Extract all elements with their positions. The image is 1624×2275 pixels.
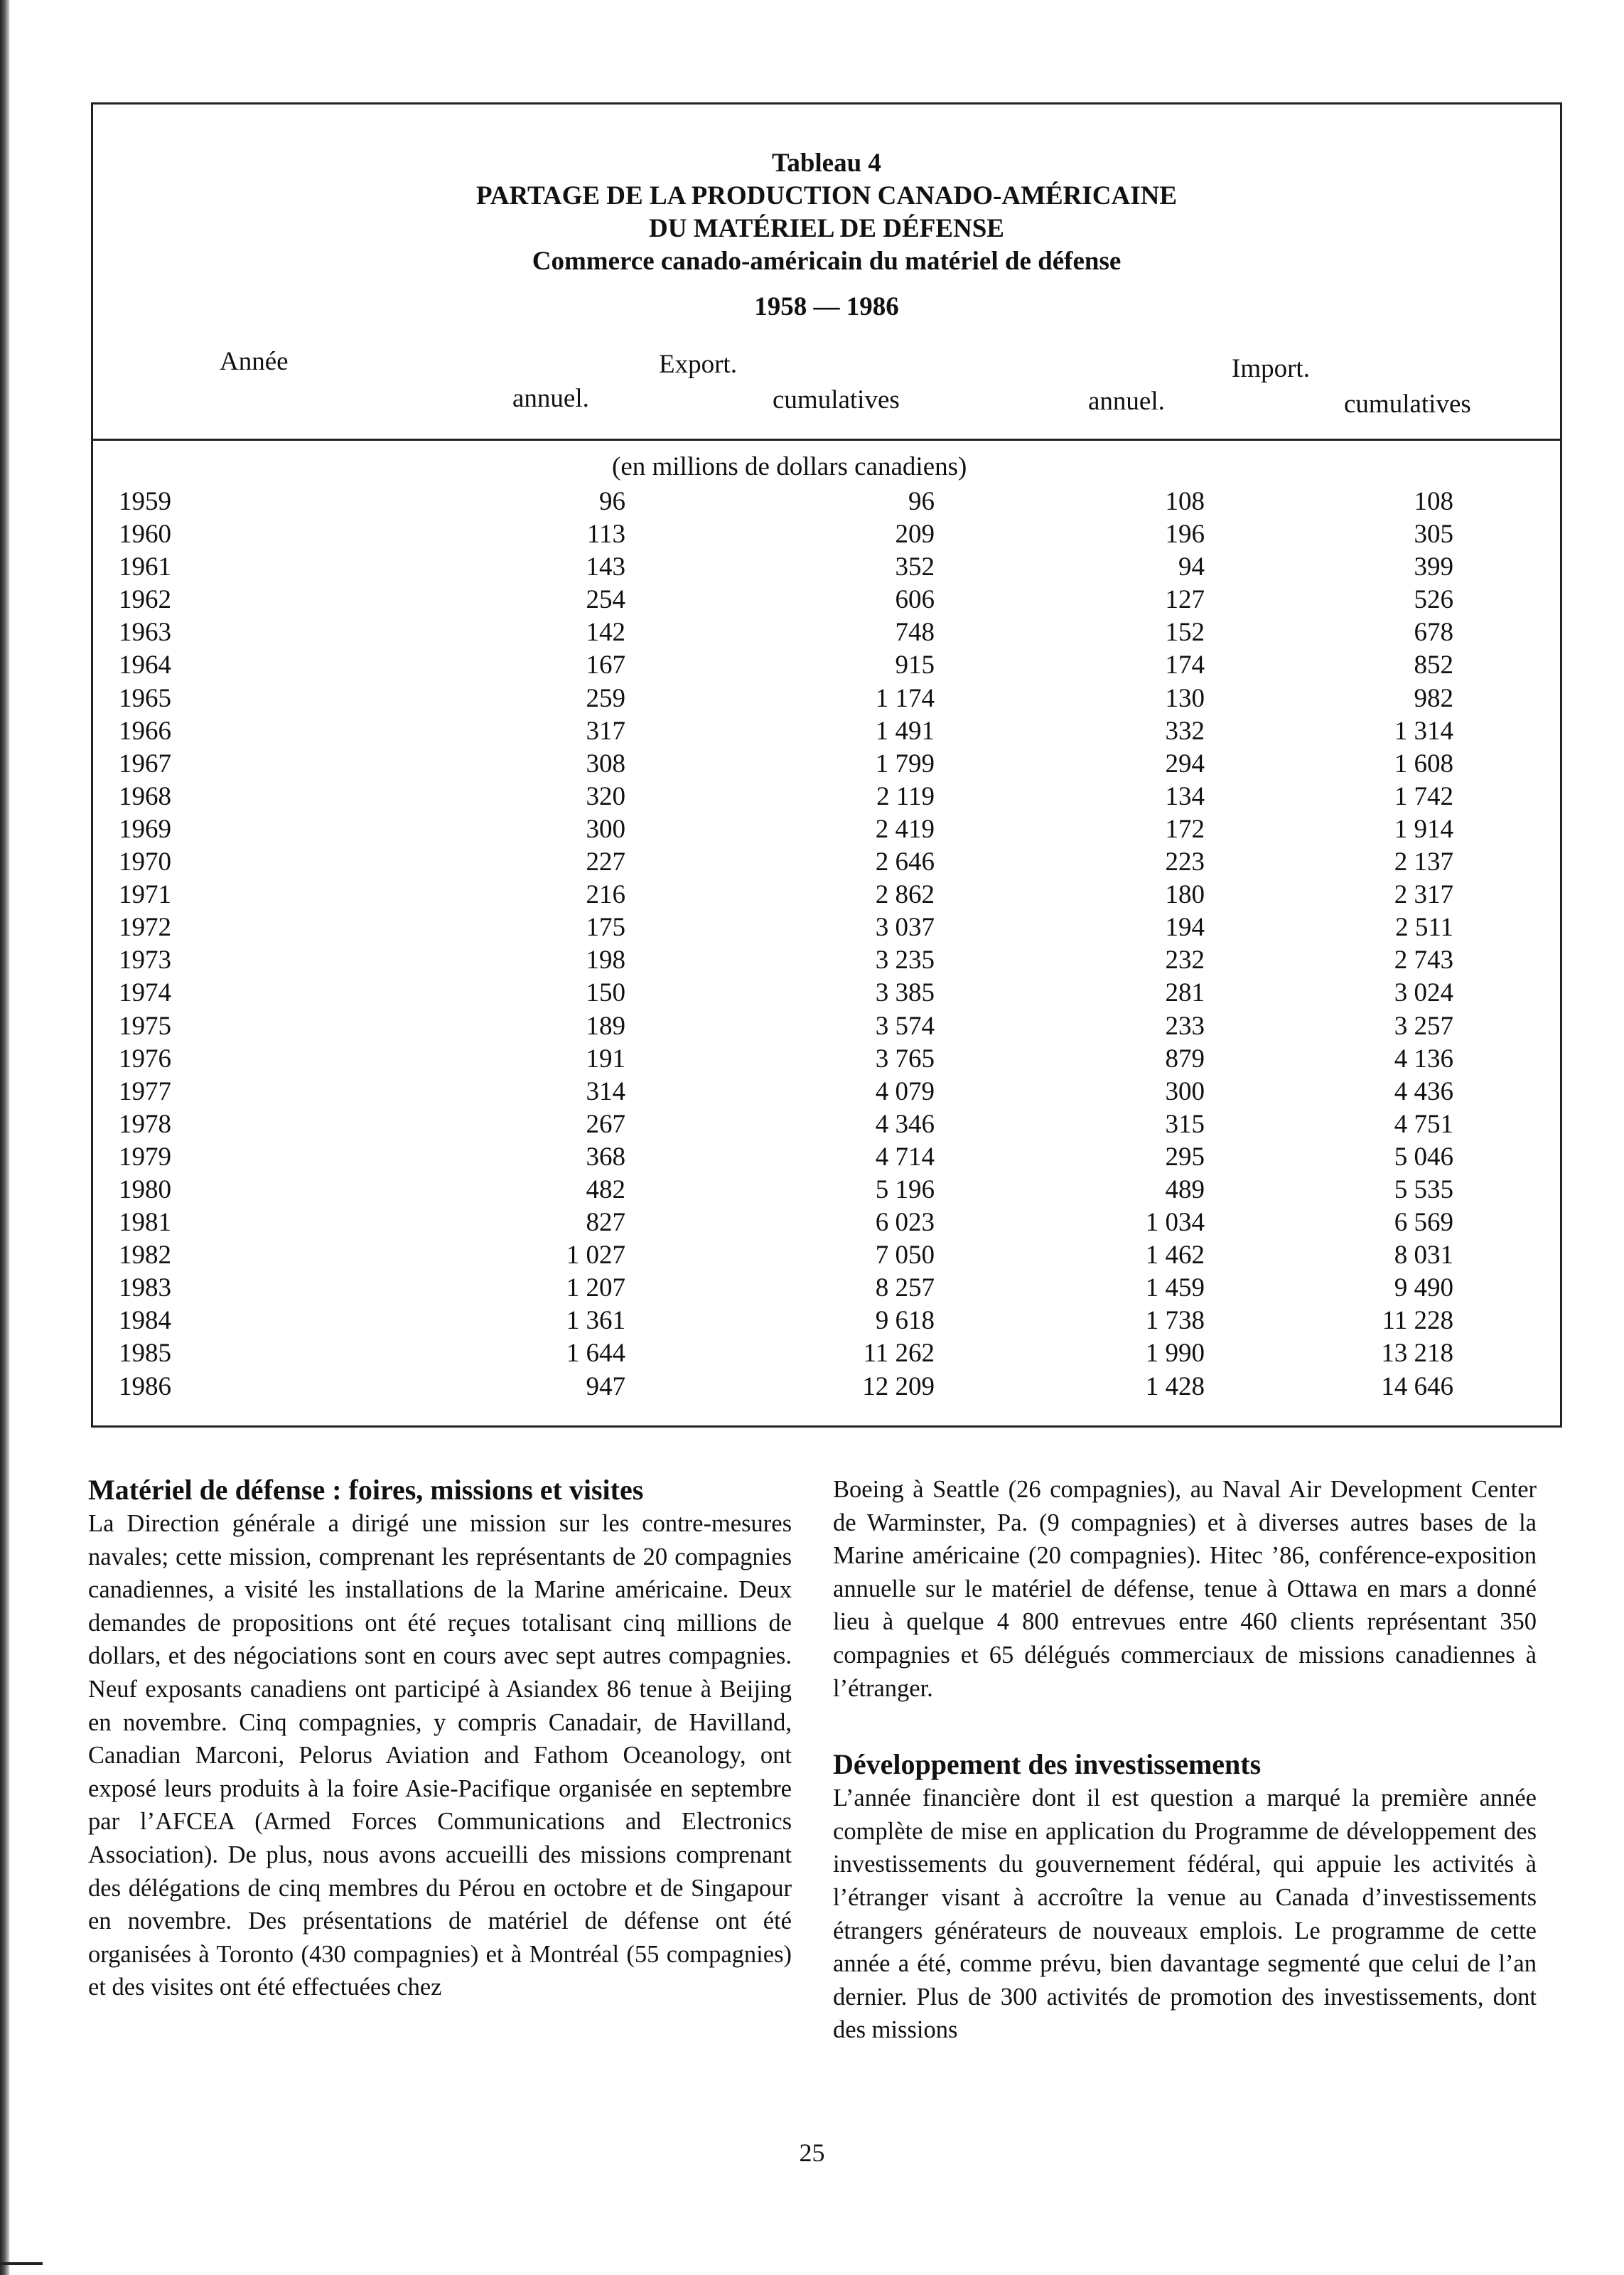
- table-row: [93, 1043, 1560, 1076]
- table-row: [93, 1337, 1560, 1370]
- cell-import-annual: 489: [1165, 1174, 1205, 1204]
- unit-note: (en millions de dollars canadiens): [612, 452, 967, 481]
- cell-export-annual: 482: [586, 1174, 625, 1204]
- table-row: [93, 977, 1560, 1010]
- cell-year: 1962: [119, 585, 171, 615]
- cell-export-annual: 317: [586, 716, 625, 746]
- cell-import-annual: 94: [1178, 552, 1205, 582]
- cell-export-annual: 189: [586, 1011, 625, 1041]
- cell-import-cumulative: 3 257: [1394, 1011, 1453, 1041]
- cell-year: 1961: [119, 552, 171, 582]
- cell-year: 1971: [119, 880, 171, 910]
- table-row: [93, 879, 1560, 911]
- cell-export-annual: 113: [586, 520, 625, 550]
- table-title-line-2: DU MATÉRIEL DE DÉFENSE: [649, 214, 1004, 243]
- cell-import-annual: 1 428: [1145, 1371, 1205, 1401]
- table-row: [93, 1305, 1560, 1337]
- cell-import-cumulative: 5 046: [1394, 1142, 1453, 1172]
- cell-export-annual: 827: [586, 1208, 625, 1238]
- defense-trade-table: [91, 102, 1562, 1428]
- cell-year: 1980: [119, 1174, 171, 1204]
- cell-import-annual: 281: [1165, 978, 1205, 1008]
- cell-import-cumulative: 2 137: [1394, 847, 1453, 877]
- cell-export-annual: 254: [586, 585, 625, 615]
- header-import-annual: annuel.: [1088, 387, 1165, 416]
- cell-export-cumulative: 5 196: [875, 1174, 935, 1204]
- section-body-investment: L’année financière dont il est question a marqué la première année complète de mise en application du Programme de développement des investissements du gouvernement fédéral, qui appuie les activités à l’étranger visant à accroître la venue au Canada d’investissements étrangers générateurs de nouveaux emplois. Le programme de cette année a été, comme prévu, bien davantage segmenté que celui de l’an dernier. Plus de 300 activités de promotion des investissements, dont des missions: [833, 1784, 1537, 2044]
- cell-export-cumulative: 3 235: [875, 946, 935, 975]
- cell-year: 1984: [119, 1306, 171, 1336]
- cell-year: 1966: [119, 716, 171, 746]
- cell-import-annual: 180: [1165, 880, 1205, 910]
- cell-export-annual: 167: [586, 651, 625, 680]
- cell-export-cumulative: 4 346: [875, 1109, 935, 1139]
- cell-import-cumulative: 982: [1414, 683, 1453, 713]
- cell-import-annual: 1 034: [1145, 1208, 1205, 1238]
- cell-year: 1976: [119, 1044, 171, 1074]
- table-row: [93, 1371, 1560, 1403]
- header-import-cumulative: cumulatives: [1344, 390, 1471, 419]
- cell-export-annual: 1 027: [566, 1241, 625, 1270]
- cell-year: 1959: [119, 487, 171, 516]
- cell-export-annual: 368: [586, 1142, 625, 1172]
- cell-year: 1985: [119, 1339, 171, 1369]
- table-row: [93, 616, 1560, 649]
- cell-year: 1972: [119, 913, 171, 943]
- cell-import-annual: 232: [1165, 946, 1205, 975]
- cell-import-cumulative: 3 024: [1394, 978, 1453, 1008]
- cell-year: 1965: [119, 683, 171, 713]
- cell-export-annual: 227: [586, 847, 625, 877]
- cell-year: 1974: [119, 978, 171, 1008]
- cell-import-annual: 130: [1165, 683, 1205, 713]
- cell-year: 1981: [119, 1208, 171, 1238]
- cell-export-annual: 175: [586, 913, 625, 943]
- table-period: 1958 — 1986: [754, 292, 899, 321]
- cell-export-annual: 1 207: [566, 1273, 625, 1303]
- cell-import-annual: 315: [1165, 1109, 1205, 1139]
- cell-import-cumulative: 4 136: [1394, 1044, 1453, 1074]
- cell-import-annual: 223: [1165, 847, 1205, 877]
- cell-export-cumulative: 3 037: [875, 913, 935, 943]
- cell-export-cumulative: 8 257: [875, 1273, 935, 1303]
- cell-import-cumulative: 13 218: [1381, 1339, 1453, 1369]
- cell-export-cumulative: 9 618: [875, 1306, 935, 1336]
- cell-import-cumulative: 108: [1414, 487, 1453, 516]
- table-subtitle: Commerce canado-américain du matériel de défense: [532, 247, 1122, 276]
- cell-import-annual: 108: [1165, 487, 1205, 516]
- cell-import-annual: 174: [1165, 651, 1205, 680]
- cell-import-cumulative: 8 031: [1394, 1241, 1453, 1270]
- table-row: [93, 715, 1560, 748]
- header-export-annual: annuel.: [512, 384, 589, 413]
- table-number: Tableau 4: [772, 149, 881, 178]
- cell-import-cumulative: 6 569: [1394, 1208, 1453, 1238]
- header-year: Année: [220, 347, 289, 376]
- cell-year: 1979: [119, 1142, 171, 1172]
- header-export: Export.: [659, 350, 737, 379]
- table-row: [93, 1108, 1560, 1141]
- cell-export-annual: 314: [586, 1076, 625, 1106]
- cell-export-annual: 259: [586, 683, 625, 713]
- cell-export-annual: 191: [586, 1044, 625, 1074]
- cell-export-cumulative: 1 174: [875, 683, 935, 713]
- table-row: [93, 748, 1560, 781]
- table-row: [93, 584, 1560, 616]
- cell-import-cumulative: 11 228: [1382, 1306, 1453, 1336]
- cell-import-annual: 879: [1165, 1044, 1205, 1074]
- cell-export-annual: 142: [586, 618, 625, 648]
- cell-import-cumulative: 1 742: [1394, 781, 1453, 811]
- cell-year: 1986: [119, 1371, 171, 1401]
- table-row: [93, 1141, 1560, 1174]
- cell-export-cumulative: 2 646: [875, 847, 935, 877]
- cell-import-cumulative: 1 314: [1394, 716, 1453, 746]
- cell-export-annual: 143: [586, 552, 625, 582]
- cell-export-cumulative: 3 574: [875, 1011, 935, 1041]
- cell-export-cumulative: 2 119: [876, 781, 935, 811]
- cell-import-annual: 233: [1165, 1011, 1205, 1041]
- cell-export-annual: 1 644: [566, 1339, 625, 1369]
- cell-import-annual: 332: [1165, 716, 1205, 746]
- cell-export-cumulative: 748: [895, 618, 935, 648]
- cell-year: 1978: [119, 1109, 171, 1139]
- cell-import-cumulative: 852: [1414, 651, 1453, 680]
- table-row: [93, 944, 1560, 977]
- cell-import-annual: 152: [1165, 618, 1205, 648]
- cell-year: 1982: [119, 1241, 171, 1270]
- cell-export-cumulative: 4 714: [875, 1142, 935, 1172]
- cell-import-annual: 300: [1165, 1076, 1205, 1106]
- cell-export-cumulative: 6 023: [875, 1208, 935, 1238]
- cell-export-annual: 96: [599, 487, 625, 516]
- table-title-line-1: PARTAGE DE LA PRODUCTION CANADO-AMÉRICAINE: [475, 181, 1178, 210]
- cell-export-annual: 198: [586, 946, 625, 975]
- table-row: [93, 682, 1560, 715]
- table-row: [93, 911, 1560, 944]
- cell-import-annual: 172: [1165, 814, 1205, 844]
- table-row: [93, 1174, 1560, 1206]
- table-row: [93, 1010, 1560, 1043]
- cell-export-cumulative: 915: [895, 651, 935, 680]
- article-column-left: [88, 1473, 792, 2004]
- binding-mark: [0, 2262, 43, 2265]
- cell-import-cumulative: 14 646: [1381, 1371, 1453, 1401]
- table-row: [93, 518, 1560, 551]
- cell-import-cumulative: 1 914: [1394, 814, 1453, 844]
- table-row: [93, 1272, 1560, 1305]
- cell-import-cumulative: 526: [1414, 585, 1453, 615]
- binding-edge: [0, 0, 10, 2275]
- cell-export-cumulative: 1 799: [875, 749, 935, 778]
- cell-import-annual: 294: [1165, 749, 1205, 778]
- cell-import-cumulative: 2 743: [1394, 946, 1453, 975]
- cell-import-cumulative: 9 490: [1394, 1273, 1453, 1303]
- cell-year: 1970: [119, 847, 171, 877]
- cell-import-cumulative: 399: [1414, 552, 1453, 582]
- cell-export-annual: 947: [586, 1371, 625, 1401]
- page-number: 25: [799, 2138, 825, 2167]
- cell-import-cumulative: 2 511: [1395, 913, 1453, 943]
- section-heading-defense-fairs: Matériel de défense : foires, missions et visites: [88, 1474, 644, 1506]
- table-row: [93, 551, 1560, 584]
- cell-export-cumulative: 3 385: [875, 978, 935, 1008]
- cell-import-cumulative: 5 535: [1394, 1174, 1453, 1204]
- cell-import-annual: 196: [1165, 520, 1205, 550]
- table-row: [93, 486, 1560, 518]
- cell-import-annual: 134: [1165, 781, 1205, 811]
- cell-import-annual: 1 738: [1145, 1306, 1205, 1336]
- cell-export-cumulative: 11 262: [863, 1339, 935, 1369]
- cell-import-cumulative: 4 751: [1394, 1109, 1453, 1139]
- cell-export-annual: 267: [586, 1109, 625, 1139]
- header-import: Import.: [1232, 354, 1310, 383]
- table-row: [93, 1239, 1560, 1272]
- header-rule: [93, 439, 1560, 441]
- table-row: [93, 1076, 1560, 1108]
- cell-import-cumulative: 4 436: [1394, 1076, 1453, 1106]
- cell-year: 1964: [119, 651, 171, 680]
- table-row: [93, 781, 1560, 813]
- cell-import-annual: 127: [1165, 585, 1205, 615]
- cell-export-annual: 150: [586, 978, 625, 1008]
- cell-import-cumulative: 678: [1414, 618, 1453, 648]
- cell-import-annual: 1 462: [1145, 1241, 1205, 1270]
- cell-export-cumulative: 96: [908, 487, 935, 516]
- article-column-right: [833, 1473, 1537, 2047]
- cell-export-annual: 308: [586, 749, 625, 778]
- cell-year: 1973: [119, 946, 171, 975]
- cell-import-cumulative: 305: [1414, 520, 1453, 550]
- cell-import-cumulative: 1 608: [1394, 749, 1453, 778]
- cell-import-annual: 1 990: [1145, 1339, 1205, 1369]
- cell-year: 1960: [119, 520, 171, 550]
- section-body-defense-fairs: La Direction générale a dirigé une mission sur les contre-mesures navales; cette mission, comprenant les représentants de 20 compagnies canadiennes, a visité les installations de la Marine américaine. Deux demandes de propositions ont été reçues totalisant cinq millions de dollars, et des négociations sont en cours avec sept autres compagnies. Neuf exposants canadiens ont participé à Asiandex 86 tenue à Beijing en novembre. Cinq compagnies, y compris Canadair, de Havilland, Canadian Marconi, Pelorus Aviation and Fathom Oceanology, ont exposé leurs produits à la foire Asie-Pacifique organisée en septembre par l’AFCEA (Armed Forces Communications and Electronics Association). De plus, nous avons accueilli des missions comprenant des délégations de cinq membres du Pérou en octobre et de Singapour en novembre. Des présentations de matériel de défense ont été organisées à Toronto (430 compagnies) et à Montréal (55 compagnies) et des visites ont été effectuées chez: [88, 1510, 792, 2001]
- cell-year: 1983: [119, 1273, 171, 1303]
- table-row: [93, 1206, 1560, 1239]
- cell-import-annual: 194: [1165, 913, 1205, 943]
- cell-export-cumulative: 1 491: [875, 716, 935, 746]
- section-heading-investment: Développement des investissements: [833, 1748, 1262, 1781]
- cell-year: 1975: [119, 1011, 171, 1041]
- cell-year: 1977: [119, 1076, 171, 1106]
- cell-year: 1967: [119, 749, 171, 778]
- cell-export-cumulative: 12 209: [862, 1371, 935, 1401]
- cell-import-annual: 1 459: [1145, 1273, 1205, 1303]
- cell-import-cumulative: 2 317: [1394, 880, 1453, 910]
- cell-export-cumulative: 2 862: [875, 880, 935, 910]
- cell-export-cumulative: 4 079: [875, 1076, 935, 1106]
- header-export-cumulative: cumulatives: [773, 385, 900, 414]
- cell-export-cumulative: 3 765: [875, 1044, 935, 1074]
- table-row: [93, 813, 1560, 846]
- cell-import-annual: 295: [1165, 1142, 1205, 1172]
- cell-year: 1969: [119, 814, 171, 844]
- cell-export-cumulative: 7 050: [875, 1241, 935, 1270]
- cell-export-cumulative: 606: [895, 585, 935, 615]
- section-body-defense-fairs-continued: Boeing à Seattle (26 compagnies), au Naval Air Development Center de Warminster, Pa. (9 compagnies) et à diverses autres bases de la Marine américaine (20 compagnies). Hitec ’86, conférence-exposition annuelle sur le matériel de défense, tenue à Ottawa en mars a donné lieu à quelque 4 800 entrevues entre 460 clients représentant 350 compagnies et 65 délégués commerciaux de missions canadiennes à l’étranger.: [833, 1476, 1537, 1702]
- table-body: [93, 486, 1560, 1403]
- cell-export-cumulative: 352: [895, 552, 935, 582]
- table-row: [93, 846, 1560, 879]
- cell-export-cumulative: 209: [895, 520, 935, 550]
- cell-export-annual: 216: [586, 880, 625, 910]
- cell-year: 1968: [119, 781, 171, 811]
- table-row: [93, 649, 1560, 682]
- cell-export-annual: 300: [586, 814, 625, 844]
- cell-export-annual: 1 361: [566, 1306, 625, 1336]
- cell-export-annual: 320: [586, 781, 625, 811]
- cell-export-cumulative: 2 419: [875, 814, 935, 844]
- cell-year: 1963: [119, 618, 171, 648]
